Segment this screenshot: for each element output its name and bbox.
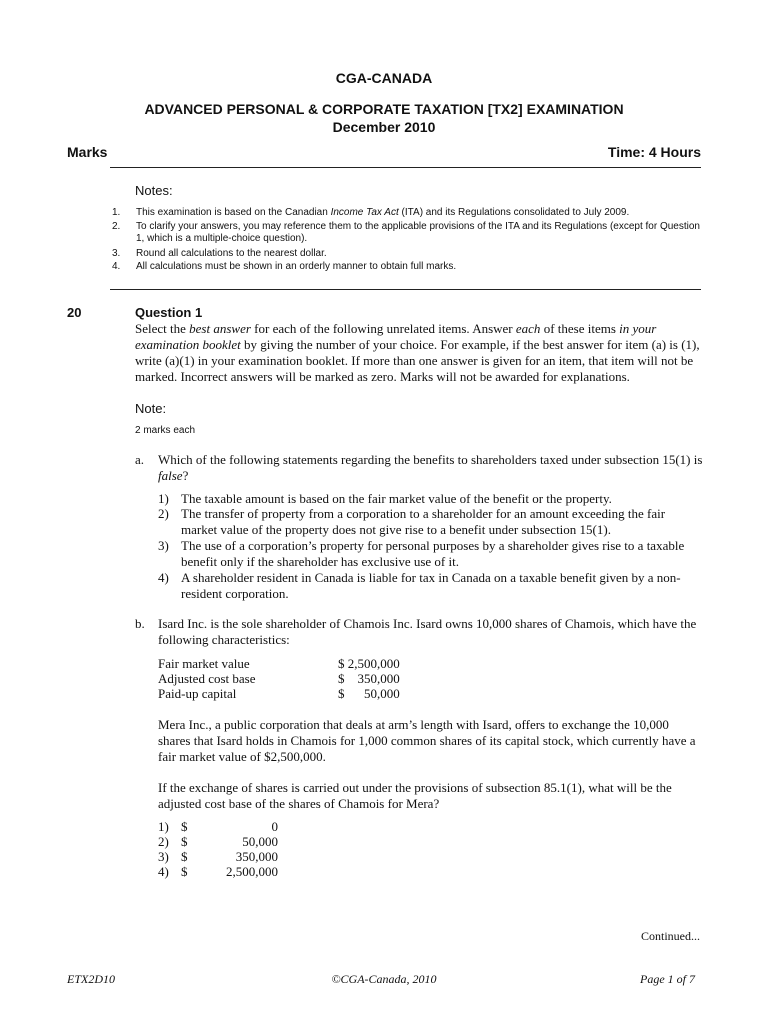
answer-value: 50,000 xyxy=(242,834,278,849)
table-cell-label: Fair market value xyxy=(158,656,250,671)
intro-italic: each xyxy=(515,321,541,336)
item-stem-italic: false xyxy=(158,467,183,483)
option-number: 3) xyxy=(158,538,169,553)
note-text: Round all calculations to the nearest dollar. xyxy=(136,248,327,259)
option-number: 4) xyxy=(158,570,169,585)
option-number: 2) xyxy=(158,506,169,521)
intro-italic: in your examination booklet xyxy=(135,321,657,352)
item-label: a. xyxy=(135,452,145,467)
table-cell-value: $ 50,000 xyxy=(338,686,400,701)
option-text: A shareholder resident in Canada is liable for tax in Canada on a taxable benefit given by a non-resident corporation. xyxy=(181,570,681,601)
note-text-italic: Income Tax Act xyxy=(330,207,399,218)
note-number: 3. xyxy=(112,248,121,259)
option-text: The taxable amount is based on the fair market value of the benefit or the property. xyxy=(181,491,612,506)
table-cell-label: Adjusted cost base xyxy=(158,671,256,686)
answer-currency: $ xyxy=(181,849,188,864)
exam-date: December 2010 xyxy=(332,119,436,135)
question-intro xyxy=(135,321,703,385)
footer-code: ETX2D10 xyxy=(67,972,115,986)
answer-currency: $ xyxy=(181,864,188,879)
notes-title: Notes: xyxy=(135,183,173,198)
notes-divider xyxy=(110,289,701,290)
org-title: CGA-CANADA xyxy=(335,70,433,86)
answer-value: 0 xyxy=(271,819,278,834)
intro-text: for each of the following unrelated items. Answer xyxy=(250,321,516,336)
answer-number: 1) xyxy=(158,819,169,834)
note-text: All calculations must be shown in an orderly manner to obtain full marks. xyxy=(136,261,457,272)
note-text: This examination is based on the Canadian xyxy=(136,207,331,218)
question-marks: 20 xyxy=(67,305,82,320)
answer-number: 2) xyxy=(158,834,169,849)
question-title: Question 1 xyxy=(135,305,203,320)
item-stem: Isard Inc. is the sole shareholder of Chamois Inc. Isard owns 10,000 shares of Chamois, which have the following characteristics: xyxy=(158,616,697,647)
option-number: 1) xyxy=(158,491,169,506)
note-text: 2 marks each xyxy=(135,425,196,436)
note-text: To clarify your answers, you may reference them to the applicable provisions of the ITA and its Regulations (except for Question 1, which is a multiple-choice question). xyxy=(136,221,700,244)
item-b-paragraph: Mera Inc., a public corporation that deals at arm’s length with Isard, offers to exchange the 10,000 shares that Isard holds in Chamois for 1,000 common shares of its capital stock, which currently have a fair market value of $2,500,000. xyxy=(158,717,696,764)
answer-currency: $ xyxy=(181,834,188,849)
item-b-question: If the exchange of shares is carried out under the provisions of subsection 85.1(1), what will be the adjusted cost base of the shares of Chamois for Mera? xyxy=(158,780,672,811)
intro-italic: best answer xyxy=(189,321,251,336)
item-label: b. xyxy=(135,616,145,631)
intro-text: by giving the number of your choice. For example, if the best answer for item (a) is (1), write (a)(1) in your examination booklet. If more than one answer is given for an item, that item will not be marked. Incorrect answers will be marked as zero. Marks will not be awarded for explanations. xyxy=(135,337,700,384)
intro-text: Select the xyxy=(135,321,190,336)
note-text: (ITA) and its Regulations consolidated to July 2009. xyxy=(398,207,630,218)
continued-text: Continued... xyxy=(641,929,700,943)
footer-copyright: ©CGA-Canada, 2010 xyxy=(331,972,437,986)
time-label: Time: 4 Hours xyxy=(607,144,701,160)
answer-value: 2,500,000 xyxy=(226,864,278,879)
answer-currency: $ xyxy=(181,819,188,834)
header-divider xyxy=(110,167,701,168)
option-text: The transfer of property from a corporation to a shareholder for an amount exceeding the fair market value of the property does not give rise to a benefit under subsection 15(1). xyxy=(181,506,666,537)
marks-label: Marks xyxy=(67,144,108,160)
note-number: 1. xyxy=(112,207,121,218)
option-text: The use of a corporation’s property for personal purposes by a shareholder gives rise to a taxable benefit only if the shareholder has exclusive use of it. xyxy=(181,538,685,569)
answer-number: 4) xyxy=(158,864,169,879)
note-number: 4. xyxy=(112,261,121,272)
exam-title: ADVANCED PERSONAL & CORPORATE TAXATION [TX2] EXAMINATION xyxy=(144,101,624,117)
answer-value: 350,000 xyxy=(235,849,278,864)
item-stem: Which of the following statements regarding the benefits to shareholders taxed under subsection 15(1) is xyxy=(158,452,703,467)
footer-page-number: Page 1 of 7 xyxy=(640,972,695,986)
intro-text: of these items xyxy=(540,321,620,336)
item-stem: ? xyxy=(182,467,189,483)
answer-number: 3) xyxy=(158,849,169,864)
table-cell-value: $ 350,000 xyxy=(338,671,400,686)
note-number: 2. xyxy=(112,221,121,232)
note-label: Note: xyxy=(135,401,167,416)
table-cell-value: $ 2,500,000 xyxy=(338,656,400,671)
table-cell-label: Paid-up capital xyxy=(158,686,237,701)
